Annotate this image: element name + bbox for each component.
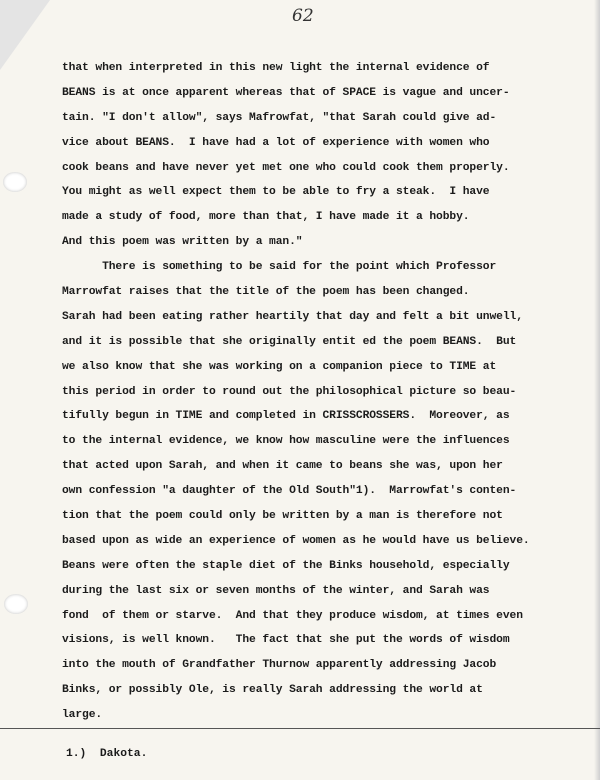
text-line: BEANS is at once apparent whereas that of SPACE is vague and uncer- <box>62 86 510 99</box>
text-line: tion that the poem could only be written by a man is therefore not <box>62 510 503 523</box>
text-line: and it is possible that she originally entit ed the poem BEANS. But <box>62 335 517 348</box>
text-line: during the last six or seven months of the winter, and Sarah was <box>62 584 490 597</box>
text-line: fond of them or starve. And that they produce wisdom, at times even <box>62 609 523 622</box>
text-line: made a study of food, more than that, I have made it a hobby. <box>62 211 470 224</box>
folded-corner <box>0 0 50 70</box>
text-line: tain. "I don't allow", says Mafrowfat, "that Sarah could give ad- <box>62 111 497 124</box>
body-text <box>62 56 562 728</box>
text-line: And this poem was written by a man." <box>62 236 303 249</box>
text-line: tifully begun in TIME and completed in CRISSCROSSERS. Moreover, as <box>62 410 510 423</box>
page-number: 62 <box>292 6 314 26</box>
text-line: Sarah had been eating rather heartily that day and felt a bit unwell, <box>62 310 523 323</box>
text-line: based upon as wide an experience of women as he would have us believe. <box>62 534 530 547</box>
text-line: Beans were often the staple diet of the Binks household, especially <box>62 559 510 572</box>
text-line: that acted upon Sarah, and when it came to beans she was, upon her <box>62 460 503 473</box>
text-line: You might as well expect them to be able to fry a steak. I have <box>62 186 490 199</box>
text-line: There is something to be said for the point which Professor <box>62 261 497 274</box>
text-line: Binks, or possibly Ole, is really Sarah addressing the world at <box>62 684 483 697</box>
text-line: cook beans and have never yet met one who could cook them properly. <box>62 161 510 174</box>
text-line: this period in order to round out the philosophical picture so beau- <box>62 385 517 398</box>
text-line: large. <box>62 709 103 722</box>
footnote-rule <box>0 728 600 729</box>
text-line: vice about BEANS. I have had a lot of experience with women who <box>62 136 490 149</box>
text-line: we also know that she was working on a companion piece to TIME at <box>62 360 497 373</box>
footnote: 1.) Dakota. <box>66 748 148 760</box>
text-line: into the mouth of Grandfather Thurnow apparently addressing Jacob <box>62 659 497 672</box>
punch-hole-bottom <box>4 594 28 614</box>
text-line: to the internal evidence, we know how masculine were the influences <box>62 435 510 448</box>
text-line: own confession "a daughter of the Old South"1). Marrowfat's conten- <box>62 485 517 498</box>
page-edge <box>594 0 600 780</box>
text-line: that when interpreted in this new light the internal evidence of <box>62 62 490 74</box>
text-line: Marrowfat raises that the title of the poem has been changed. <box>62 286 470 299</box>
punch-hole-top <box>3 172 27 192</box>
text-line: visions, is well known. The fact that she put the words of wisdom <box>62 634 510 647</box>
